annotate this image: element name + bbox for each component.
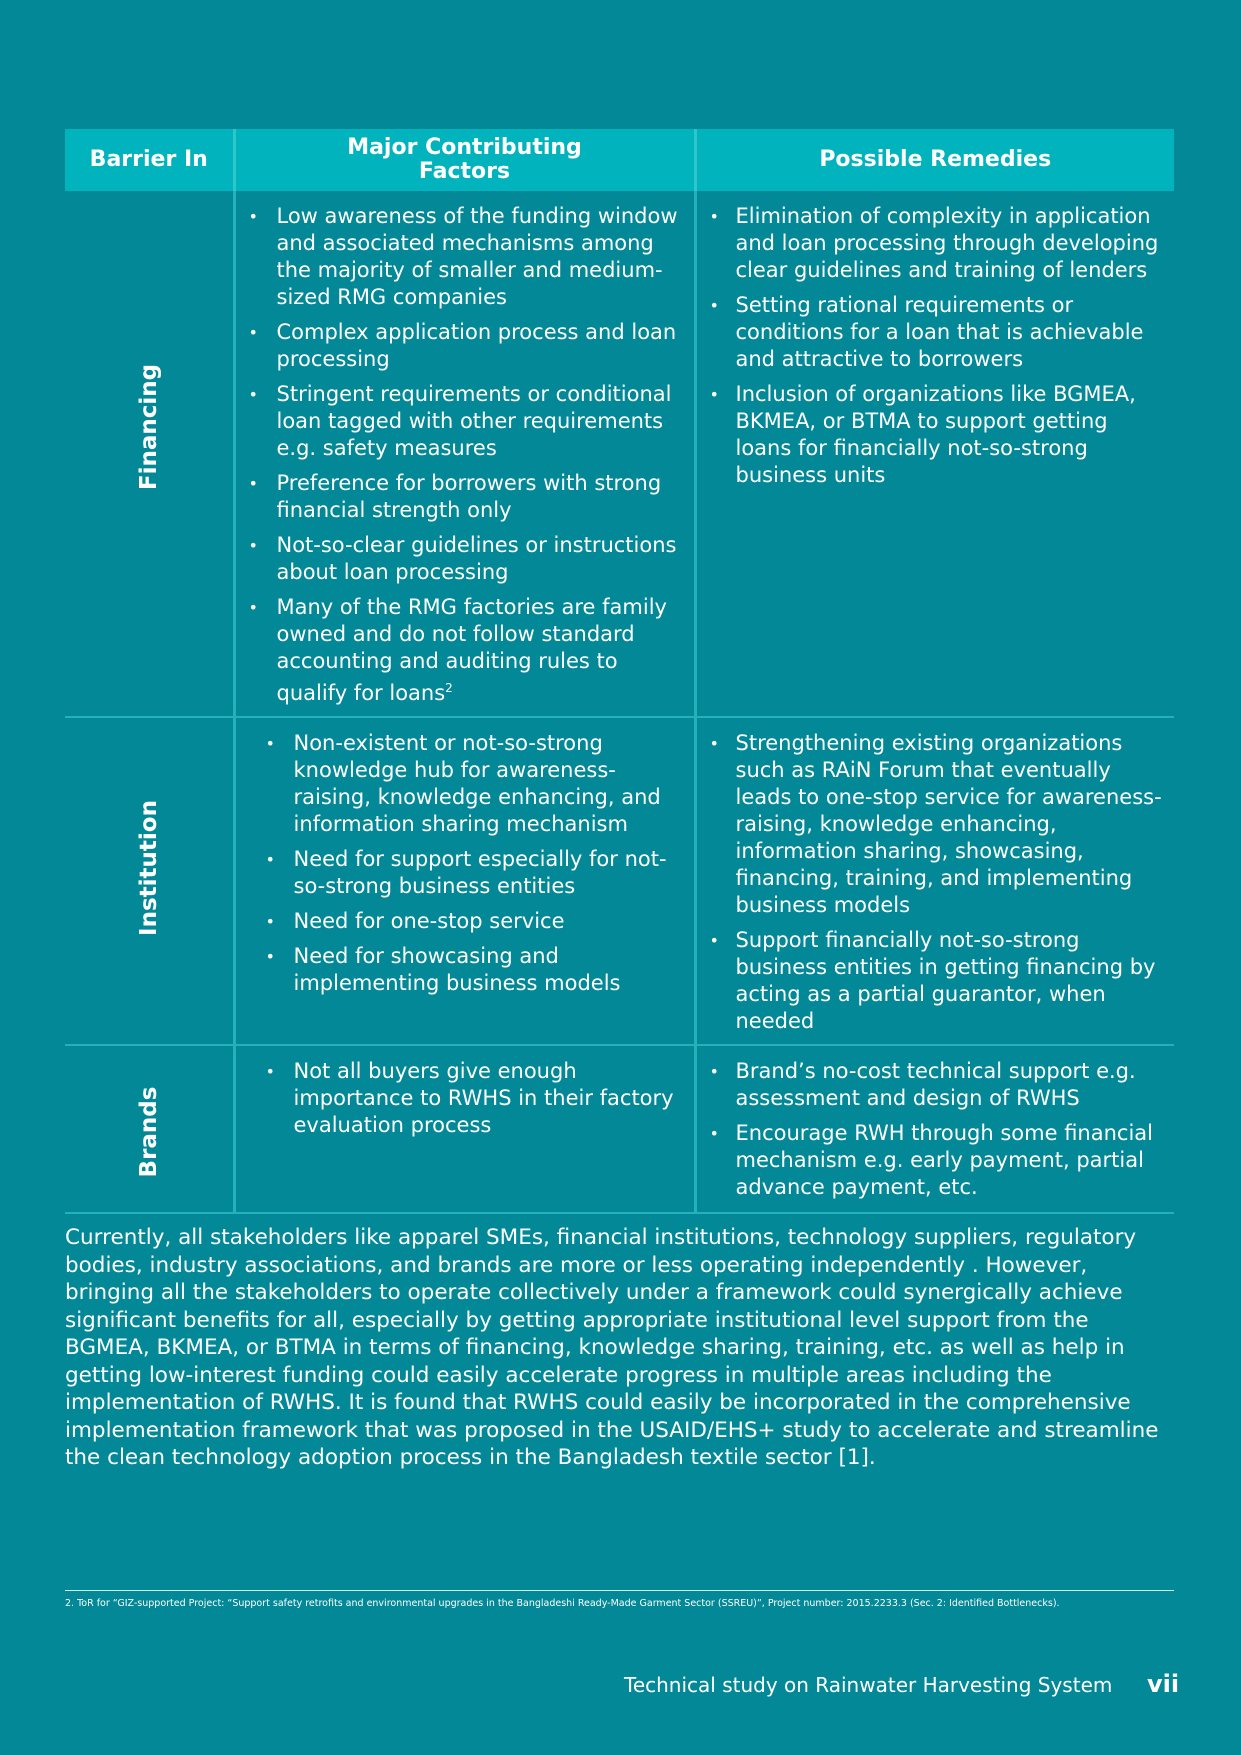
barrier-cell — [65, 717, 234, 1045]
factors-cell — [234, 191, 695, 717]
list-item: • Support financially not-so-strong business entities in getting financing by acting as a partial guarantor, when needed — [698, 927, 1169, 1035]
table-row-brands — [65, 1045, 1174, 1213]
header-factors — [234, 129, 695, 191]
footnote-divider — [65, 1590, 1174, 1591]
footnote-ref: 2 — [445, 681, 453, 695]
list-item: • Not-so-clear guidelines or instructions about loan processing — [237, 532, 688, 586]
header-barrier: Barrier In — [65, 129, 234, 191]
barrier-label: Financing — [135, 363, 162, 491]
list-item: • Brand’s no-cost technical support e.g. assessment and design of RWHS — [698, 1058, 1169, 1112]
remedies-list — [698, 730, 1169, 1035]
list-item: • Setting rational requirements or conditions for a loan that is achievable and attractive to borrowers — [698, 292, 1169, 373]
list-item — [237, 594, 688, 707]
list-item: • Strengthening existing organizations such as RAiN Forum that eventually leads to one-stop service for awareness-raising, knowledge enhancing, information sharing, showcasing, financing, training, and implementing business models — [698, 730, 1169, 919]
list-item: • Inclusion of organizations like BGMEA, BKMEA, or BTMA to support getting loans for financially not-so-strong business units — [698, 381, 1169, 489]
list-item-text: Many of the RMG factories are family owned and do not follow standard accounting and auditing rules to qualify for loans — [276, 595, 667, 705]
factors-list — [237, 730, 688, 997]
footer-title: Technical study on Rainwater Harvesting System — [624, 1673, 1113, 1697]
remedies-cell — [695, 1045, 1174, 1213]
list-item: • Low awareness of the funding window and associated mechanisms among the majority of smaller and medium-sized RMG companies — [237, 203, 688, 311]
body-paragraph: Currently, all stakeholders like apparel SMEs, financial institutions, technology suppliers, regulatory bodies, industry associations, and brands are more or less operating independently . However, bringing all the stakeholders to operate collectively under a framework could synergically achieve significant benefits for all, especially by getting appropriate institutional level support from the BGMEA, BKMEA, or BTMA in terms of financing, knowledge sharing, training, etc. as well as help in getting low-interest funding could easily accelerate progress in multiple areas including the implementation of RWHS. It is found that RWHS could easily be incorporated in the comprehensive implementation framework that was proposed in the USAID/EHS+ study to accelerate and streamline the clean technology adoption process in the Bangladesh textile sector [1]. — [65, 1225, 1159, 1470]
list-item: • Need for one-stop service — [237, 908, 688, 935]
factors-cell — [234, 717, 695, 1045]
barrier-cell — [65, 1045, 234, 1213]
footnote: 2. ToR for “GIZ-supported Project: “Support safety retrofits and environmental upgrades in the Bangladeshi Ready-Made Garment Sector (SSREU)”, Project number: 2015.2233.3 (Sec. 2: Identified Bottlenecks). — [65, 1598, 1060, 1609]
barrier-label: Institution — [135, 800, 162, 936]
page-number: vii — [1147, 1670, 1180, 1698]
header-factors-text: Major Contributing Factors — [347, 135, 582, 184]
barrier-cell — [65, 191, 234, 717]
list-item: • Stringent requirements or conditional loan tagged with other requirements e.g. safety measures — [237, 381, 688, 462]
list-item: • Preference for borrowers with strong financial strength only — [237, 470, 688, 524]
remedies-cell — [695, 717, 1174, 1045]
factors-list — [237, 1058, 688, 1139]
table-row-institution — [65, 717, 1174, 1045]
header-remedies: Possible Remedies — [695, 129, 1174, 191]
barriers-table — [65, 129, 1174, 1214]
table-row-financing — [65, 191, 1174, 717]
remedies-cell — [695, 191, 1174, 717]
list-item: • Need for showcasing and implementing business models — [237, 943, 688, 997]
barrier-label: Brands — [135, 1086, 162, 1178]
list-item: • Not all buyers give enough importance to RWHS in their factory evaluation process — [237, 1058, 688, 1139]
factors-list — [237, 203, 688, 707]
list-item: • Complex application process and loan processing — [237, 319, 688, 373]
list-item: • Encourage RWH through some financial mechanism e.g. early payment, partial advance payment, etc. — [698, 1120, 1169, 1201]
remedies-list — [698, 203, 1169, 489]
list-item: • Need for support especially for not-so-strong business entities — [237, 846, 688, 900]
remedies-list — [698, 1058, 1169, 1201]
list-item: • Elimination of complexity in application and loan processing through developing clear guidelines and training of lenders — [698, 203, 1169, 284]
table-header-row — [65, 129, 1174, 191]
factors-cell — [234, 1045, 695, 1213]
list-item: • Non-existent or not-so-strong knowledge hub for awareness-raising, knowledge enhancing, and information sharing mechanism — [237, 730, 688, 838]
